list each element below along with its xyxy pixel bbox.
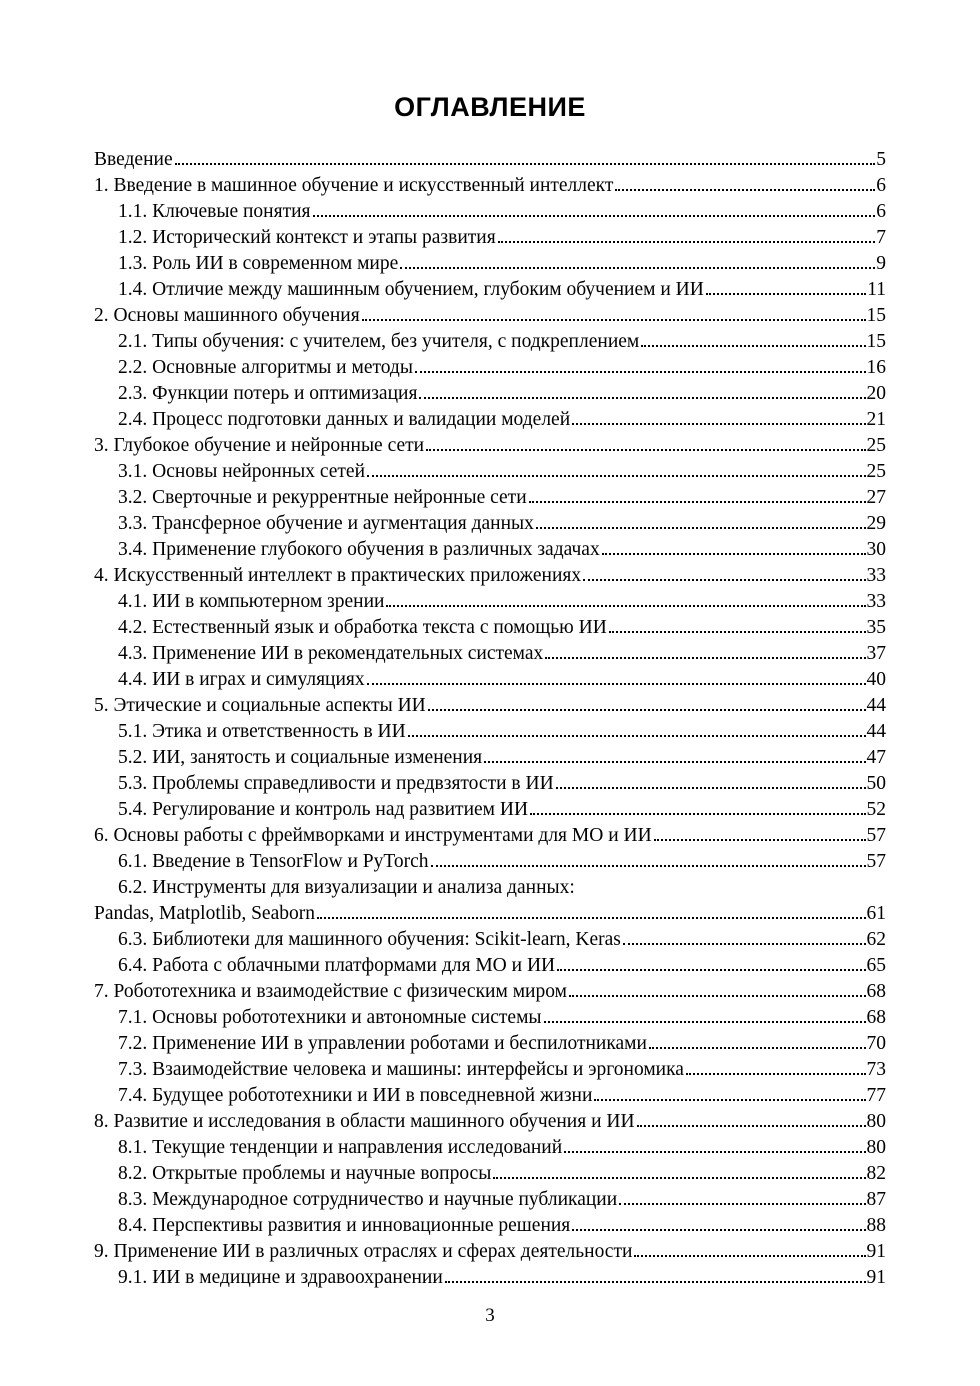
dot-leader [556, 787, 866, 789]
toc-entry-page: 61 [866, 903, 886, 924]
toc-entry-page: 91 [866, 1241, 886, 1262]
toc-entry [94, 355, 886, 381]
toc-entry [94, 771, 886, 797]
toc-entry-page: 47 [866, 747, 886, 768]
toc-entry-label: 8.4. Перспективы развития и инновационные решения [118, 1215, 571, 1236]
dot-leader [175, 163, 876, 165]
dot-leader [544, 1021, 866, 1023]
dot-leader [536, 527, 866, 529]
dot-leader [386, 605, 865, 607]
toc-entry [94, 381, 886, 407]
toc-entry [94, 1135, 886, 1161]
toc-entry [94, 199, 886, 225]
dot-leader [415, 371, 866, 373]
toc-entry-label: 7.4. Будущее робототехники и ИИ в повседневной жизни [118, 1085, 593, 1106]
dot-leader [484, 761, 865, 763]
toc-entry-page: 62 [866, 929, 886, 950]
toc-entry [94, 329, 886, 355]
toc-entry-label: 6. Основы работы с фреймворками и инструментами для МО и ИИ [94, 825, 652, 846]
page-number: 3 [485, 1305, 495, 1326]
dot-leader [445, 1281, 866, 1283]
dot-leader [602, 553, 866, 555]
toc-entry-label: 4.2. Естественный язык и обработка текста с помощью ИИ [118, 617, 607, 638]
toc-entry-label: 8.2. Открытые проблемы и научные вопросы [118, 1163, 492, 1184]
dot-leader [493, 1177, 865, 1179]
toc-entry-page: 73 [866, 1059, 886, 1080]
toc-entry [94, 433, 886, 459]
toc-entry-page: 33 [866, 565, 886, 586]
toc-entry [94, 511, 886, 537]
toc-entry-label: 6.4. Работа с облачными платформами для МО и ИИ [118, 955, 556, 976]
toc-entry-page: 87 [866, 1189, 886, 1210]
toc-entry [94, 615, 886, 641]
dot-leader [583, 579, 865, 581]
dot-leader [545, 657, 865, 659]
dot-leader [569, 995, 866, 997]
toc-entry-page: 21 [866, 409, 886, 430]
toc-entry-page: 44 [866, 721, 886, 742]
dot-leader [594, 1099, 865, 1101]
toc-entry-page: 29 [866, 513, 886, 534]
toc-entry-page: 44 [866, 695, 886, 716]
toc-entry [94, 459, 886, 485]
toc-entry [94, 1187, 886, 1213]
toc-entry-label: Введение [94, 149, 173, 170]
toc-entry-label: 3.4. Применение глубокого обучения в различных задачах [118, 539, 600, 560]
toc-entry [94, 901, 886, 927]
toc-entry-page: 70 [866, 1033, 886, 1054]
toc-entry-page: 15 [866, 305, 886, 326]
dot-leader [619, 1203, 865, 1205]
toc-entry-label: 2.1. Типы обучения: с учителем, без учителя, с подкреплением [118, 331, 640, 352]
table-of-contents [94, 147, 886, 1291]
toc-entry-page: 25 [866, 461, 886, 482]
dot-leader [498, 241, 876, 243]
page-title: ОГЛАВЛЕНИЕ [394, 92, 586, 122]
toc-entry [94, 745, 886, 771]
toc-entry-page: 5 [876, 149, 886, 170]
toc-entry-label: 4.4. ИИ в играх и симуляциях [118, 669, 365, 690]
toc-entry-page: 16 [866, 357, 886, 378]
toc-entry-label: 5.4. Регулирование и контроль над развитием ИИ [118, 799, 529, 820]
toc-entry-page: 27 [866, 487, 886, 508]
toc-entry-page: 65 [866, 955, 886, 976]
toc-entry-label: 1.4. Отличие между машинным обучением, глубоким обучением и ИИ [118, 279, 704, 300]
toc-entry-page: 25 [866, 435, 886, 456]
toc-entry-label: 3.3. Трансферное обучение и аугментация данных [118, 513, 534, 534]
toc-entry [94, 589, 886, 615]
toc-entry-page: 57 [866, 825, 886, 846]
toc-entry-label: 7.2. Применение ИИ в управлении роботами и беспилотниками [118, 1033, 647, 1054]
toc-entry [94, 823, 886, 849]
toc-entry [94, 251, 886, 277]
toc-entry-page: 52 [866, 799, 886, 820]
toc-entry-label: 2.3. Функции потерь и оптимизация [118, 383, 418, 404]
toc-entry-page: 11 [867, 279, 886, 300]
toc-entry [94, 953, 886, 979]
toc-entry [94, 407, 886, 433]
dot-leader [428, 709, 866, 711]
toc-entry-page: 6 [876, 175, 886, 196]
toc-entry [94, 277, 886, 303]
dot-leader [362, 319, 866, 321]
dot-leader [649, 1047, 866, 1049]
toc-entry-label: 6.3. Библиотеки для машинного обучения: Scikit-learn, Keras [118, 929, 621, 950]
toc-entry-page: 82 [866, 1163, 886, 1184]
toc-entry [94, 537, 886, 563]
toc-entry-label: 7. Робототехника и взаимодействие с физическим миром [94, 981, 567, 1002]
toc-entry-label: 5.1. Этика и ответственность в ИИ [118, 721, 406, 742]
toc-entry-label: 2. Основы машинного обучения [94, 305, 360, 326]
toc-entry-label: 1.3. Роль ИИ в современном мире [118, 253, 399, 274]
toc-entry-label: 4. Искусственный интеллект в практических приложениях [94, 565, 582, 586]
toc-entry-label: 8. Развитие и исследования в области машинного обучения и ИИ [94, 1111, 635, 1132]
toc-entry-label: Pandas, Matplotlib, Seaborn [94, 903, 315, 924]
toc-entry-label: 1.1. Ключевые понятия [118, 201, 311, 222]
toc-entry [94, 979, 886, 1005]
dot-leader [529, 501, 866, 503]
toc-entry-label: 7.3. Взаимодействие человека и машины: интерфейсы и эргономика [118, 1059, 684, 1080]
toc-entry [94, 1161, 886, 1187]
dot-leader [313, 215, 876, 217]
toc-entry-label: 1.2. Исторический контекст и этапы развития [118, 227, 496, 248]
toc-entry-label: 3.1. Основы нейронных сетей [118, 461, 366, 482]
toc-entry [94, 485, 886, 511]
dot-leader [557, 969, 865, 971]
dot-leader [572, 1229, 865, 1231]
toc-entry-page: 20 [866, 383, 886, 404]
dot-leader [367, 683, 866, 685]
toc-entry-page: 68 [866, 981, 886, 1002]
dot-leader [408, 735, 866, 737]
dot-leader [654, 839, 866, 841]
toc-entry [94, 719, 886, 745]
toc-entry [94, 1057, 886, 1083]
toc-entry [94, 693, 886, 719]
dot-leader [419, 397, 865, 399]
toc-entry [94, 563, 886, 589]
toc-entry [94, 173, 886, 199]
toc-entry-page: 30 [866, 539, 886, 560]
dot-leader [637, 1125, 866, 1127]
toc-entry [94, 875, 886, 901]
toc-entry-label: 5.2. ИИ, занятость и социальные изменения [118, 747, 483, 768]
dot-leader [400, 267, 875, 269]
toc-entry-label: 8.1. Текущие тенденции и направления исследований [118, 1137, 563, 1158]
toc-entry [94, 1109, 886, 1135]
toc-entry [94, 1031, 886, 1057]
toc-entry-page: 9 [876, 253, 886, 274]
dot-leader [530, 813, 865, 815]
toc-entry [94, 1083, 886, 1109]
toc-entry-label: 2.4. Процесс подготовки данных и валидации моделей [118, 409, 571, 430]
toc-entry-page: 88 [866, 1215, 886, 1236]
toc-entry [94, 303, 886, 329]
toc-entry-page: 33 [866, 591, 886, 612]
toc-entry [94, 1265, 886, 1291]
toc-entry-label: 4.3. Применение ИИ в рекомендательных системах [118, 643, 544, 664]
toc-entry-page: 7 [876, 227, 886, 248]
toc-entry-label: 2.2. Основные алгоритмы и методы [118, 357, 413, 378]
toc-entry [94, 1213, 886, 1239]
toc-entry [94, 797, 886, 823]
toc-entry-page: 77 [866, 1085, 886, 1106]
dot-leader [609, 631, 866, 633]
toc-entry-label: 3. Глубокое обучение и нейронные сети [94, 435, 425, 456]
toc-entry-label: 5.3. Проблемы справедливости и предвзятости в ИИ [118, 773, 554, 794]
toc-entry [94, 927, 886, 953]
toc-entry-label: 3.2. Сверточные и рекуррентные нейронные сети [118, 487, 527, 508]
toc-entry-page: 35 [866, 617, 886, 638]
toc-entry-label: 6.2. Инструменты для визуализации и анализа данных: [118, 877, 575, 898]
dot-leader [367, 475, 865, 477]
toc-entry-label: 9.1. ИИ в медицине и здравоохранении [118, 1267, 443, 1288]
dot-leader [706, 293, 866, 295]
dot-leader [431, 865, 866, 867]
toc-entry-page: 15 [866, 331, 886, 352]
toc-entry-page: 37 [866, 643, 886, 664]
dot-leader [564, 1151, 865, 1153]
toc-entry-label: 8.3. Международное сотрудничество и научные публикации [118, 1189, 618, 1210]
toc-entry-page: 50 [866, 773, 886, 794]
toc-entry-page: 57 [866, 851, 886, 872]
toc-entry-page: 91 [866, 1267, 886, 1288]
toc-entry [94, 641, 886, 667]
toc-entry-page: 68 [866, 1007, 886, 1028]
dot-leader [623, 943, 866, 945]
toc-entry-label: 7.1. Основы робототехники и автономные системы [118, 1007, 542, 1028]
dot-leader [615, 189, 875, 191]
toc-entry-label: 6.1. Введение в TensorFlow и PyTorch [118, 851, 429, 872]
dot-leader [634, 1255, 865, 1257]
toc-entry [94, 1239, 886, 1265]
toc-entry [94, 1005, 886, 1031]
toc-entry-page: 80 [866, 1111, 886, 1132]
toc-entry [94, 667, 886, 693]
toc-entry-label: 1. Введение в машинное обучение и искусственный интеллект [94, 175, 614, 196]
toc-entry-page: 80 [866, 1137, 886, 1158]
toc-entry [94, 849, 886, 875]
toc-entry [94, 147, 886, 173]
dot-leader [686, 1073, 866, 1075]
toc-entry-label: 5. Этические и социальные аспекты ИИ [94, 695, 426, 716]
dot-leader [426, 449, 865, 451]
toc-entry-page: 6 [876, 201, 886, 222]
toc-entry-label: 9. Применение ИИ в различных отраслях и сферах деятельности [94, 1241, 633, 1262]
dot-leader [572, 423, 865, 425]
toc-entry-label: 4.1. ИИ в компьютерном зрении [118, 591, 385, 612]
dot-leader [317, 917, 866, 919]
toc-entry [94, 225, 886, 251]
dot-leader [641, 345, 865, 347]
toc-entry-page: 40 [866, 669, 886, 690]
